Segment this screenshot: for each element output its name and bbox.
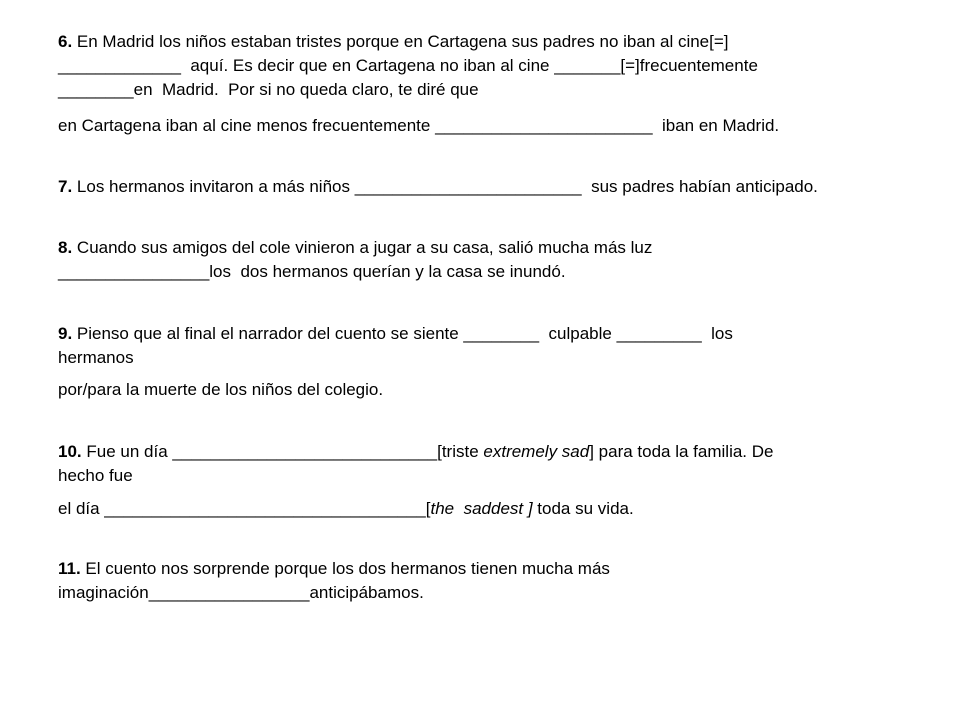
item-9-line-2: hermanos xyxy=(58,348,134,367)
item-6-number: 6. xyxy=(58,32,73,51)
item-6-text xyxy=(58,30,918,102)
item-6-continuation: en Cartagena iban al cine menos frecuentemente _______________________ iban en Madrid. xyxy=(58,116,780,135)
item-8-number: 8. xyxy=(58,238,73,257)
item-10-line-1-italic: extremely sad xyxy=(483,442,590,461)
item-6-line-2: _____________ aquí. Es decir que en Cartagena no iban al cine _______[=]frecuentemente xyxy=(58,56,758,75)
item-9-continuation: por/para la muerte de los niños del colegio. xyxy=(58,380,384,399)
item-9-line-1: Pienso que al final el narrador del cuento se siente ________ culpable _________ los xyxy=(72,324,733,343)
item-7-line-1: Los hermanos invitaron a más niños ________________________ sus padres habían anticipado. xyxy=(72,177,818,196)
item-7-text xyxy=(58,175,918,199)
item-11-line-2: imaginación_________________anticipábamos. xyxy=(58,583,424,602)
item-10-cont-before: el día __________________________________[ xyxy=(58,499,431,518)
item-10-text xyxy=(58,440,918,488)
item-8-line-1: Cuando sus amigos del cole vinieron a jugar a su casa, salió mucha más luz xyxy=(72,238,653,257)
item-10-line-2: hecho fue xyxy=(58,466,133,485)
item-10-number: 10. xyxy=(58,442,82,461)
item-11-line-1: El cuento nos sorprende porque los dos hermanos tienen mucha más xyxy=(80,559,610,578)
item-10-cont-italic: the saddest ] xyxy=(430,499,533,518)
item-10-continuation xyxy=(58,497,918,521)
item-11-number: 11. xyxy=(58,559,81,578)
item-8-line-2: ________________los dos hermanos querían y la casa se inundó. xyxy=(58,262,566,281)
item-9-text xyxy=(58,322,918,370)
item-8-text xyxy=(58,236,918,284)
item-10-line-1-after: ] para toda la familia. De xyxy=(589,442,774,461)
item-11-text xyxy=(58,557,918,605)
item-10-line-1-before: Fue un día ____________________________[triste xyxy=(81,442,484,461)
item-9-number: 9. xyxy=(58,324,73,343)
item-7-number: 7. xyxy=(58,177,73,196)
item-10-cont-after: toda su vida. xyxy=(532,499,634,518)
item-6-line-3: ________en Madrid. Por si no queda claro, te diré que xyxy=(58,80,479,99)
item-6-line-1: En Madrid los niños estaban tristes porque en Cartagena sus padres no iban al cine[=] xyxy=(72,32,729,51)
